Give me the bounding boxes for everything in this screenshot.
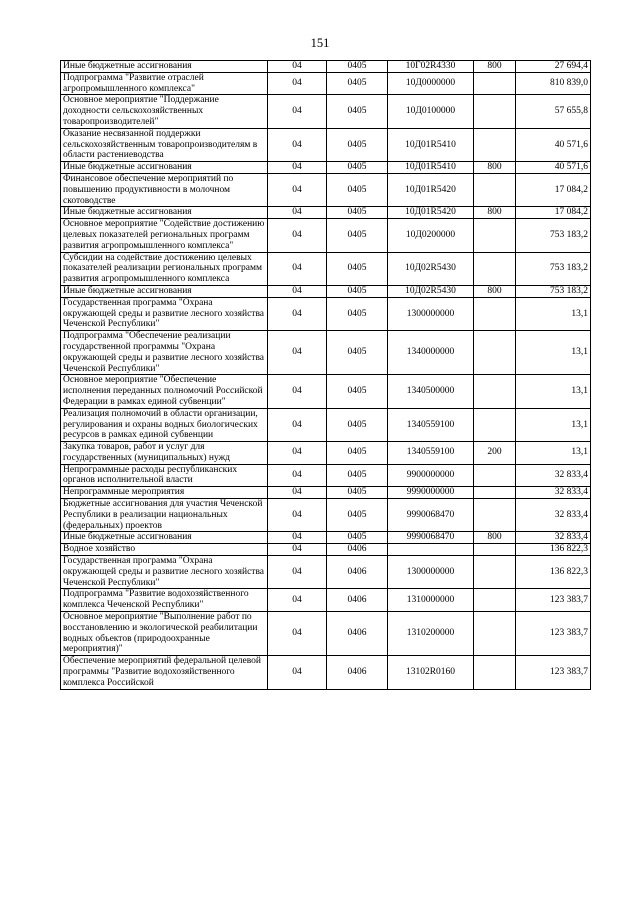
row-expense-type [474, 252, 516, 285]
row-amount: 136 822,3 [516, 544, 591, 556]
row-expense-type [474, 72, 516, 95]
row-name: Государственная программа "Охрана окружающей среды и развитие лесного хозяйства Чеченской Республики" [61, 556, 268, 589]
table-row [61, 128, 591, 161]
table-row [61, 331, 591, 375]
row-target-article [388, 544, 474, 556]
row-target-article: 1310200000 [388, 612, 474, 656]
row-section: 04 [268, 285, 327, 297]
row-amount: 753 183,2 [516, 252, 591, 285]
row-subsection: 0405 [327, 95, 388, 128]
row-amount: 32 833,4 [516, 532, 591, 544]
row-expense-type [474, 219, 516, 252]
row-expense-type [474, 375, 516, 408]
row-section: 04 [268, 95, 327, 128]
row-expense-type [474, 408, 516, 441]
row-amount: 32 833,4 [516, 464, 591, 487]
row-name: Иные бюджетные ассигнования [61, 207, 268, 219]
row-section: 04 [268, 219, 327, 252]
row-name: Иные бюджетные ассигнования [61, 532, 268, 544]
row-section: 04 [268, 464, 327, 487]
row-subsection: 0405 [327, 442, 388, 465]
row-expense-type [474, 499, 516, 532]
row-name: Закупка товаров, работ и услуг для государственных (муниципальных) нужд [61, 442, 268, 465]
row-amount: 753 183,2 [516, 219, 591, 252]
row-target-article: 1340000000 [388, 331, 474, 375]
row-subsection: 0406 [327, 612, 388, 656]
row-name: Субсидии на содействие достижению целевых показателей реализации региональных программ развития агропромышленного комплекса [61, 252, 268, 285]
row-target-article: 10Д01R5420 [388, 207, 474, 219]
row-target-article: 9990068470 [388, 499, 474, 532]
row-target-article: 10Д01R5410 [388, 162, 474, 174]
row-section: 04 [268, 499, 327, 532]
row-expense-type [474, 331, 516, 375]
row-amount: 13,1 [516, 408, 591, 441]
row-amount: 32 833,4 [516, 487, 591, 499]
row-section: 04 [268, 375, 327, 408]
row-name: Непрограммные мероприятия [61, 487, 268, 499]
row-subsection: 0405 [327, 61, 388, 73]
row-expense-type [474, 556, 516, 589]
row-expense-type [474, 173, 516, 206]
row-expense-type: 800 [474, 162, 516, 174]
row-expense-type: 800 [474, 532, 516, 544]
row-name: Оказание несвязанной поддержки сельскохозяйственным товаропроизводителям в области растениеводства [61, 128, 268, 161]
row-amount: 13,1 [516, 331, 591, 375]
table-row [61, 207, 591, 219]
row-section: 04 [268, 656, 327, 689]
row-target-article: 1340559100 [388, 408, 474, 441]
row-section: 04 [268, 252, 327, 285]
row-expense-type: 200 [474, 442, 516, 465]
row-section: 04 [268, 61, 327, 73]
row-target-article: 9990068470 [388, 532, 474, 544]
page-number: 151 [310, 36, 330, 50]
row-target-article: 9990000000 [388, 487, 474, 499]
row-name: Иные бюджетные ассигнования [61, 162, 268, 174]
row-name: Обеспечение мероприятий федеральной целевой программы "Развитие водохозяйственного комплекса Российской [61, 656, 268, 689]
row-name: Основное мероприятие "Поддержание доходности сельскохозяйственных товаропроизводителей" [61, 95, 268, 128]
row-name: Финансовое обеспечение мероприятий по повышению продуктивности в молочном скотоводстве [61, 173, 268, 206]
row-target-article: 10Д0000000 [388, 72, 474, 95]
row-section: 04 [268, 128, 327, 161]
row-expense-type [474, 544, 516, 556]
table-row [61, 375, 591, 408]
row-section: 04 [268, 442, 327, 465]
row-expense-type [474, 128, 516, 161]
row-section: 04 [268, 612, 327, 656]
row-target-article: 1300000000 [388, 297, 474, 330]
table-row [61, 532, 591, 544]
row-name: Основное мероприятие "Обеспечение исполнения переданных полномочий Российской Федерации в рамках единой субвенции" [61, 375, 268, 408]
row-subsection: 0405 [327, 499, 388, 532]
row-target-article: 10Д02R5430 [388, 285, 474, 297]
row-expense-type [474, 487, 516, 499]
row-subsection: 0405 [327, 219, 388, 252]
row-section: 04 [268, 331, 327, 375]
row-target-article: 10Г02R4330 [388, 61, 474, 73]
row-amount: 13,1 [516, 442, 591, 465]
row-name: Водное хозяйство [61, 544, 268, 556]
row-subsection: 0406 [327, 589, 388, 612]
table-row [61, 219, 591, 252]
row-amount: 17 084,2 [516, 173, 591, 206]
table-row [61, 656, 591, 689]
row-subsection: 0406 [327, 544, 388, 556]
row-section: 04 [268, 207, 327, 219]
row-section: 04 [268, 408, 327, 441]
row-name: Подпрограмма "Развитие водохозяйственного комплекса Чеченской Республики" [61, 589, 268, 612]
row-expense-type: 800 [474, 61, 516, 73]
row-amount: 13,1 [516, 297, 591, 330]
row-name: Бюджетные ассигнования для участия Чеченской Республики в реализации национальных (федеральных) проектов [61, 499, 268, 532]
row-subsection: 0405 [327, 72, 388, 95]
table-row [61, 544, 591, 556]
row-section: 04 [268, 297, 327, 330]
row-amount: 27 694,4 [516, 61, 591, 73]
budget-table [60, 60, 591, 690]
table-row [61, 285, 591, 297]
table-row [61, 61, 591, 73]
row-subsection: 0405 [327, 128, 388, 161]
row-expense-type [474, 612, 516, 656]
row-target-article: 9900000000 [388, 464, 474, 487]
row-target-article: 13102R0160 [388, 656, 474, 689]
row-amount: 136 822,3 [516, 556, 591, 589]
row-name: Основное мероприятие "Выполнение работ по восстановлению и экологической реабилитации водных объектов (природоохранные мероприятия)" [61, 612, 268, 656]
row-subsection: 0405 [327, 173, 388, 206]
row-target-article: 1300000000 [388, 556, 474, 589]
row-amount: 40 571,6 [516, 162, 591, 174]
table-row [61, 464, 591, 487]
row-target-article: 1340500000 [388, 375, 474, 408]
row-expense-type [474, 297, 516, 330]
row-name: Иные бюджетные ассигнования [61, 61, 268, 73]
row-amount: 57 655,8 [516, 95, 591, 128]
row-subsection: 0405 [327, 297, 388, 330]
row-amount: 13,1 [516, 375, 591, 408]
table-row [61, 252, 591, 285]
row-name: Основное мероприятие "Содействие достижению целевых показателей региональных программ развития агропромышленного комплекса" [61, 219, 268, 252]
row-section: 04 [268, 589, 327, 612]
table-row [61, 499, 591, 532]
row-amount: 753 183,2 [516, 285, 591, 297]
row-section: 04 [268, 487, 327, 499]
table-row [61, 612, 591, 656]
row-name: Подпрограмма "Обеспечение реализации государственной программы "Охрана окружающей среды и развитие лесного хозяйства Чеченской Республики" [61, 331, 268, 375]
row-subsection: 0406 [327, 656, 388, 689]
row-target-article: 10Д0100000 [388, 95, 474, 128]
row-expense-type [474, 589, 516, 612]
row-amount: 123 383,7 [516, 589, 591, 612]
row-name: Государственная программа "Охрана окружающей среды и развитие лесного хозяйства Чеченской Республики" [61, 297, 268, 330]
row-section: 04 [268, 173, 327, 206]
row-expense-type: 800 [474, 207, 516, 219]
row-amount: 32 833,4 [516, 499, 591, 532]
row-amount: 123 383,7 [516, 612, 591, 656]
row-subsection: 0405 [327, 375, 388, 408]
row-section: 04 [268, 556, 327, 589]
row-name: Непрограммные расходы республиканских органов исполнительной власти [61, 464, 268, 487]
table-row [61, 162, 591, 174]
row-section: 04 [268, 544, 327, 556]
row-subsection: 0405 [327, 285, 388, 297]
row-subsection: 0405 [327, 207, 388, 219]
row-expense-type [474, 95, 516, 128]
table-row [61, 442, 591, 465]
row-subsection: 0405 [327, 464, 388, 487]
row-subsection: 0406 [327, 556, 388, 589]
row-expense-type [474, 464, 516, 487]
row-name: Иные бюджетные ассигнования [61, 285, 268, 297]
row-subsection: 0405 [327, 331, 388, 375]
row-subsection: 0405 [327, 408, 388, 441]
table-row [61, 297, 591, 330]
row-expense-type: 800 [474, 285, 516, 297]
row-section: 04 [268, 72, 327, 95]
row-amount: 810 839,0 [516, 72, 591, 95]
row-amount: 40 571,6 [516, 128, 591, 161]
row-target-article: 10Д01R5410 [388, 128, 474, 161]
table-row [61, 95, 591, 128]
table-row [61, 589, 591, 612]
row-subsection: 0405 [327, 532, 388, 544]
row-target-article: 10Д02R5430 [388, 252, 474, 285]
row-name: Реализация полномочий в области организации, регулирования и охраны водных биологических ресурсов в рамках единой субвенции [61, 408, 268, 441]
table-row [61, 173, 591, 206]
table-row [61, 72, 591, 95]
row-name: Подпрограмма "Развитие отраслей агропромышленного комплекса" [61, 72, 268, 95]
table-row [61, 487, 591, 499]
table-row [61, 556, 591, 589]
row-target-article: 10Д0200000 [388, 219, 474, 252]
row-target-article: 1340559100 [388, 442, 474, 465]
row-section: 04 [268, 532, 327, 544]
table-row [61, 408, 591, 441]
row-expense-type [474, 656, 516, 689]
row-target-article: 10Д01R5420 [388, 173, 474, 206]
row-amount: 123 383,7 [516, 656, 591, 689]
row-target-article: 1310000000 [388, 589, 474, 612]
row-subsection: 0405 [327, 252, 388, 285]
row-section: 04 [268, 162, 327, 174]
row-amount: 17 084,2 [516, 207, 591, 219]
row-subsection: 0405 [327, 487, 388, 499]
row-subsection: 0405 [327, 162, 388, 174]
